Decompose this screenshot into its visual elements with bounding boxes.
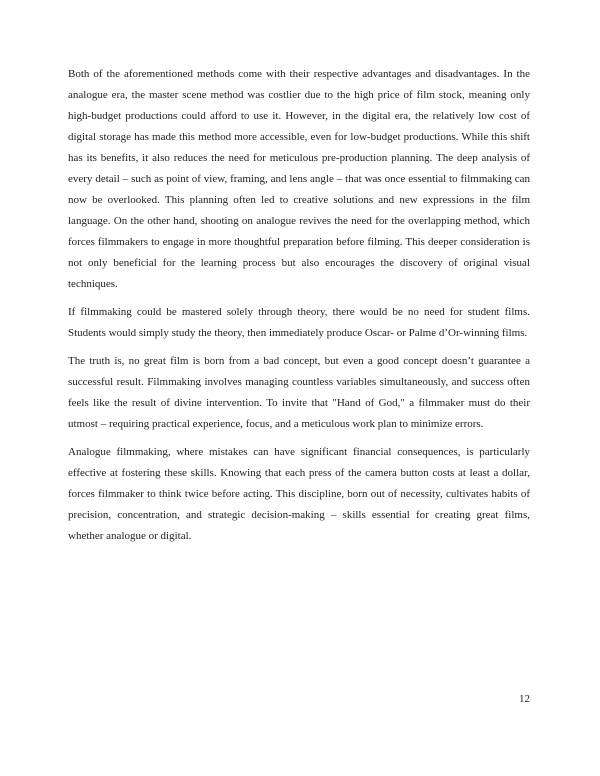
paragraph-analogue-discipline: Analogue filmmaking, where mistakes can have significant financial consequences, is particularly effective at fostering these skills. Knowing that each press of the camera button costs at least a dollar, forces filmmaker to think twice before acting. This discipline, born out of necessity, cultivates habits of precision, concentration, and strategic decision-making – skills essential for creating great films, whether analogue or digital.	[68, 446, 530, 542]
paragraph-hand-of-god: The truth is, no great film is born from a bad concept, but even a good concept doesn’t guarantee a successful result. Filmmaking involves managing countless variables simultaneously, and success often feels like the result of divine intervention. To invite that "Hand of God," a filmmaker must do their utmost – requiring practical experience, focus, and a meticulous work plan to minimize errors.	[68, 355, 530, 430]
page-number: 12	[519, 693, 530, 705]
paragraph-advantages-disadvantages: Both of the aforementioned methods come with their respective advantages and disadvantages. In the analogue era, the master scene method was costlier due to the high price of film stock, meaning only high-budget productions could afford to use it. However, in the digital era, the relatively low cost of digital storage has made this method more accessible, even for low-budget productions. While this shift has its benefits, it also reduces the need for meticulous pre-production planning. The deep analysis of every detail – such as point of view, framing, and lens angle – that was once essential to filmmaking can now be overlooked. This planning often led to creative solutions and new expressions in the film language. On the other hand, shooting on analogue revives the need for the overlapping method, which forces filmmakers to engage in more thoughtful preparation before filming. This deeper consideration is not only beneficial for the learning process but also encourages the discovery of original visual techniques.	[68, 68, 530, 290]
page-body-text	[68, 64, 530, 554]
paragraph-theory-student-films: If filmmaking could be mastered solely through theory, there would be no need for student films. Students would simply study the theory, then immediately produce Oscar- or Palme d’Or-winning films.	[68, 306, 530, 339]
page-footer	[68, 689, 530, 707]
